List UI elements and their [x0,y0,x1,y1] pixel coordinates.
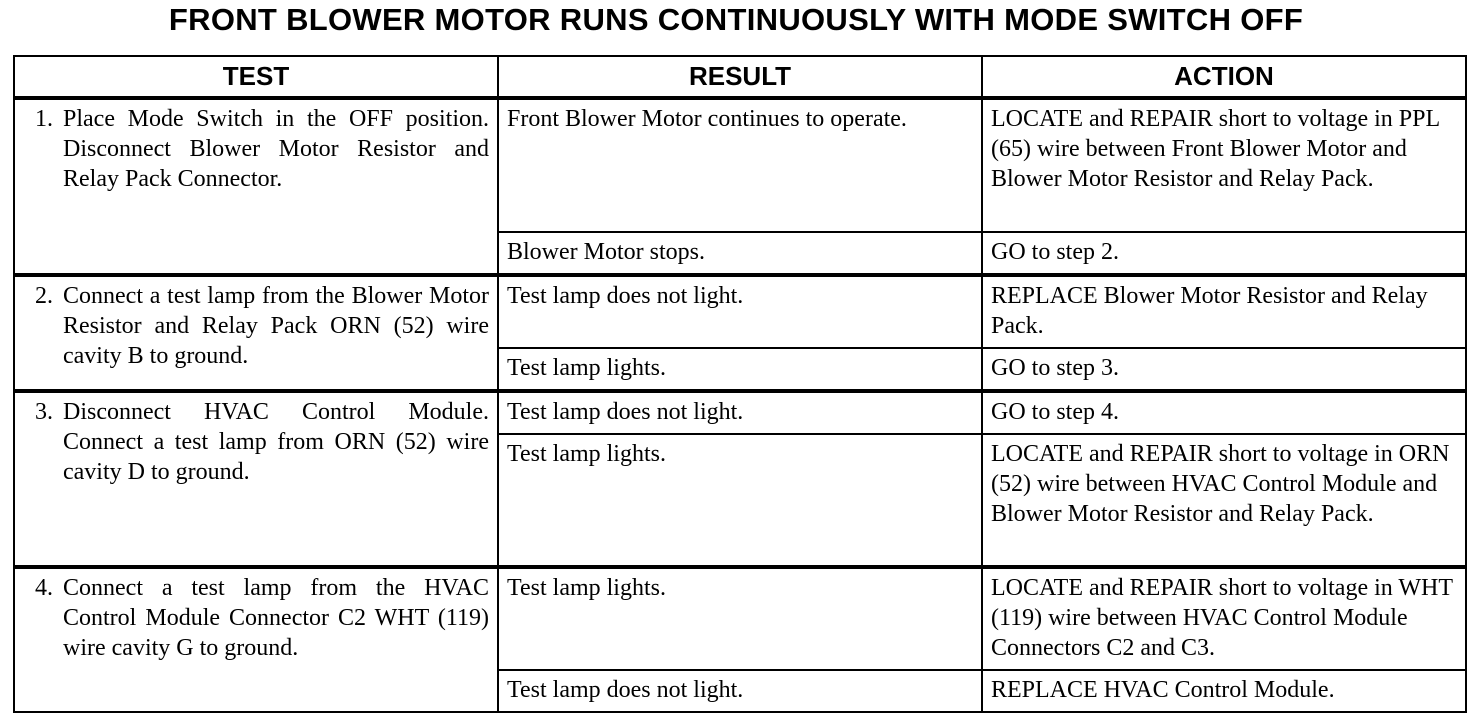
step-1-action-2: GO to step 2. [982,232,1466,275]
step-4-action-2: REPLACE HVAC Control Module. [982,670,1466,712]
page-title: FRONT BLOWER MOTOR RUNS CONTINUOUSLY WITH MODE SWITCH OFF [168,2,1304,37]
step-2-action-1: REPLACE Blower Motor Resistor and Relay Pack. [982,275,1466,348]
header-result: RESULT [498,56,982,98]
step-2-row-a [14,275,1466,348]
step-4-row-a [14,567,1466,670]
step-3-number: 3. [35,399,53,425]
step-2-result-2: Test lamp lights. [498,348,982,391]
step-2-action-2: GO to step 3. [982,348,1466,391]
step-1-result-2: Blower Motor stops. [498,232,982,275]
step-3-result-1: Test lamp does not light. [498,391,982,434]
step-2-result-1: Test lamp does not light. [498,275,982,348]
step-3-test: Disconnect HVAC Control Module. Connect a test lamp from ORN (52) wire cavity D to ground. [63,399,489,485]
header-test: TEST [14,56,498,98]
step-4-number: 4. [35,575,53,601]
step-3-test-cell [14,391,498,567]
diagnostic-table [13,55,1467,713]
step-1-test-cell [14,98,498,275]
step-4-test: Connect a test lamp from the HVAC Control Module Connector C2 WHT (119) wire cavity G to ground. [63,575,489,661]
step-3-action-2: LOCATE and REPAIR short to voltage in ORN (52) wire between HVAC Control Module and Blower Motor Resistor and Relay Pack. [982,434,1466,567]
step-1-number: 1. [35,106,53,132]
step-2-test: Connect a test lamp from the Blower Motor Resistor and Relay Pack ORN (52) wire cavity B to ground. [63,283,489,369]
header-action: ACTION [982,56,1466,98]
step-1-row-a [14,98,1466,232]
step-2-number: 2. [35,283,53,309]
step-4-result-2: Test lamp does not light. [498,670,982,712]
step-4-test-cell [14,567,498,712]
header-row [14,56,1466,98]
step-1-test: Place Mode Switch in the OFF position. Disconnect Blower Motor Resistor and Relay Pack Connector. [63,106,489,192]
step-1-result-1: Front Blower Motor continues to operate. [498,98,982,232]
step-3-result-2: Test lamp lights. [498,434,982,567]
step-1-action-1: LOCATE and REPAIR short to voltage in PPL (65) wire between Front Blower Motor and Blower Motor Resistor and Relay Pack. [982,98,1466,232]
step-2-test-cell [14,275,498,391]
step-3-row-a [14,391,1466,434]
step-3-action-1: GO to step 4. [982,391,1466,434]
step-4-result-1: Test lamp lights. [498,567,982,670]
step-4-action-1: LOCATE and REPAIR short to voltage in WHT (119) wire between HVAC Control Module Connectors C2 and C3. [982,567,1466,670]
